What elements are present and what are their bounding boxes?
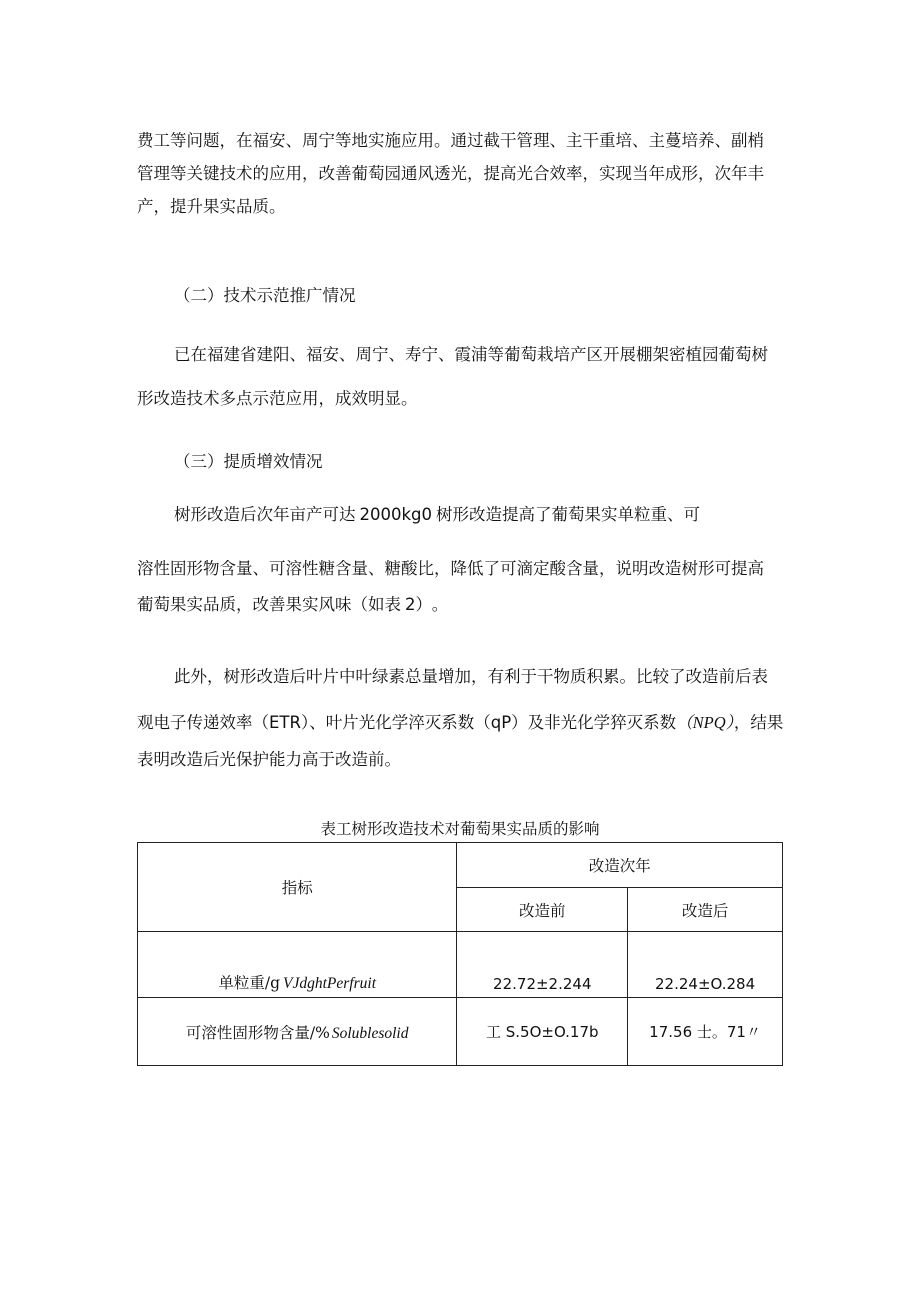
value-before: 22.72±2.244 <box>457 932 628 998</box>
extra-text: ）及非光化学猝灭系数 <box>511 713 677 732</box>
row-label-en: VJdghtPerfruit <box>283 975 377 992</box>
table-reference: 2） <box>405 595 424 614</box>
row-label-cn: 可溶性固形物含量/% <box>185 1023 330 1042</box>
quality-table <box>137 842 783 1066</box>
paragraph-quality-line <box>137 588 787 621</box>
row-label-cn: 单粒重/g <box>218 974 281 992</box>
header-indicator: 指标 <box>138 843 457 932</box>
paragraph-intro-line: 管理等关键技术的应用，改善葡萄园通风透光，提高光合效率，实现当年成形，次年丰 <box>137 164 764 183</box>
row-label <box>138 932 457 998</box>
section-heading-demo: （二）技术示范推广情况 <box>174 286 356 305</box>
extra-text: ，结果 <box>733 713 784 732</box>
header-before: 改造前 <box>457 888 628 932</box>
paragraph-intro-line: 费工等问题，在福安、周宁等地实施应用。通过截干管理、主干重培、主蔓培养、副梢 <box>137 131 764 150</box>
quality-text: 。 <box>431 595 449 614</box>
value-before: 工 S.5O±O.17b <box>457 998 628 1066</box>
npq-abbrev: （NPQ） <box>676 713 734 732</box>
section-heading-quality: （三）提质增效情况 <box>174 452 323 471</box>
paragraph-intro-line: 产，提升果实品质。 <box>137 197 286 216</box>
table-row <box>138 998 783 1066</box>
quality-text: 树形改造提高了葡萄果实单粒重、可 <box>436 505 701 524</box>
header-after: 改造后 <box>628 888 783 932</box>
paragraph-demo-line: 已在福建省建阳、福安、周宁、寿宁、霞浦等葡萄栽培产区开展棚架密植园葡萄树 <box>174 345 768 364</box>
value-after: 22.24±O.284 <box>628 932 783 998</box>
extra-text: 观电子传递效率（ <box>137 713 269 732</box>
paragraph-extra-line: 表明改造后光保护能力高于改造前。 <box>137 750 401 769</box>
row-label-en: Solublesolid <box>331 1024 409 1042</box>
qp-abbrev: qP <box>490 713 512 732</box>
yield-value: 2000kg0 <box>359 505 433 524</box>
etr-abbrev: ETR <box>269 713 301 732</box>
extra-text: ）、叶片光化学淬灭系数（ <box>300 713 491 732</box>
table-row <box>138 932 783 998</box>
paragraph-demo-line: 形改造技术多点示范应用，成效明显。 <box>137 389 418 408</box>
paragraph-quality-line <box>174 498 824 531</box>
quality-text: 葡萄果实品质，改善果实风味（如表 <box>137 595 401 614</box>
table-caption: 表工树形改造技术对葡萄果实品质的影响 <box>320 820 600 838</box>
quality-text: 树形改造后次年亩产可达 <box>174 505 356 524</box>
paragraph-extra-line: 此外，树形改造后叶片中叶绿素总量增加，有利于干物质积累。比较了改造前后表 <box>174 667 768 686</box>
row-label <box>138 998 457 1066</box>
value-after: 17.56 士。71〃 <box>628 998 783 1066</box>
header-next-year: 改造次年 <box>457 843 783 888</box>
paragraph-quality-line: 溶性固形物含量、可溶性糖含量、糖酸比，降低了可滴定酸含量，说明改造树形可提高 <box>137 559 764 578</box>
table-header-row <box>138 843 783 888</box>
paragraph-extra-line <box>137 706 787 739</box>
